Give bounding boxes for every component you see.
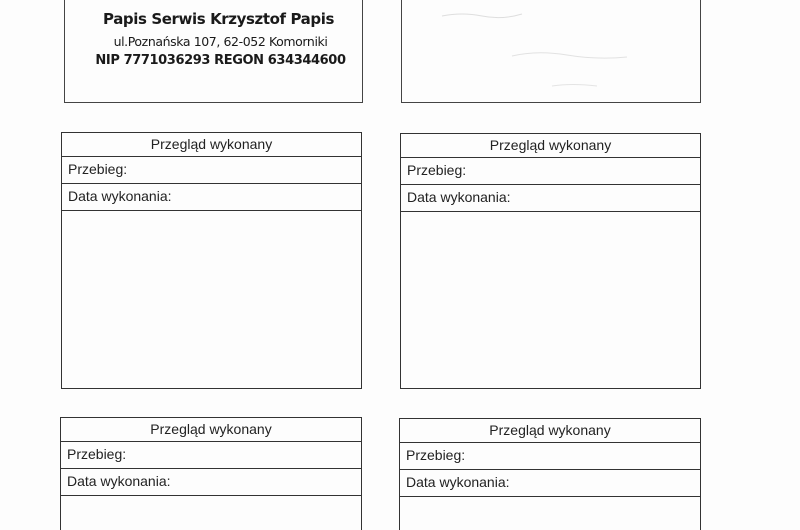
mileage-field: Przebieg:	[400, 443, 700, 470]
inspection-title: Przegląd wykonany	[62, 133, 361, 157]
date-field: Data wykonania:	[400, 470, 700, 497]
inspection-card	[400, 133, 701, 389]
stamp-company-name: Papis Serwis Krzysztof Papis	[103, 10, 334, 28]
stamp-box	[64, 0, 363, 103]
inspection-card	[60, 417, 362, 530]
company-stamp	[65, 6, 362, 68]
date-field: Data wykonania:	[62, 184, 361, 211]
date-field: Data wykonania:	[401, 185, 700, 212]
mileage-field: Przebieg:	[401, 158, 700, 185]
date-field: Data wykonania:	[61, 469, 361, 496]
inspection-card	[61, 132, 362, 389]
mileage-field: Przebieg:	[61, 442, 361, 469]
stamp-address: ul.Poznańska 107, 62-052 Komorniki	[113, 34, 328, 49]
faded-bleed-through	[402, 0, 700, 102]
blank-top-box	[401, 0, 701, 103]
inspection-title: Przegląd wykonany	[61, 418, 361, 442]
inspection-card	[399, 418, 701, 530]
inspection-title: Przegląd wykonany	[400, 419, 700, 443]
stamp-tax-ids: NIP 7771036293 REGON 634344600	[95, 53, 346, 68]
inspection-title: Przegląd wykonany	[401, 134, 700, 158]
mileage-field: Przebieg:	[62, 157, 361, 184]
